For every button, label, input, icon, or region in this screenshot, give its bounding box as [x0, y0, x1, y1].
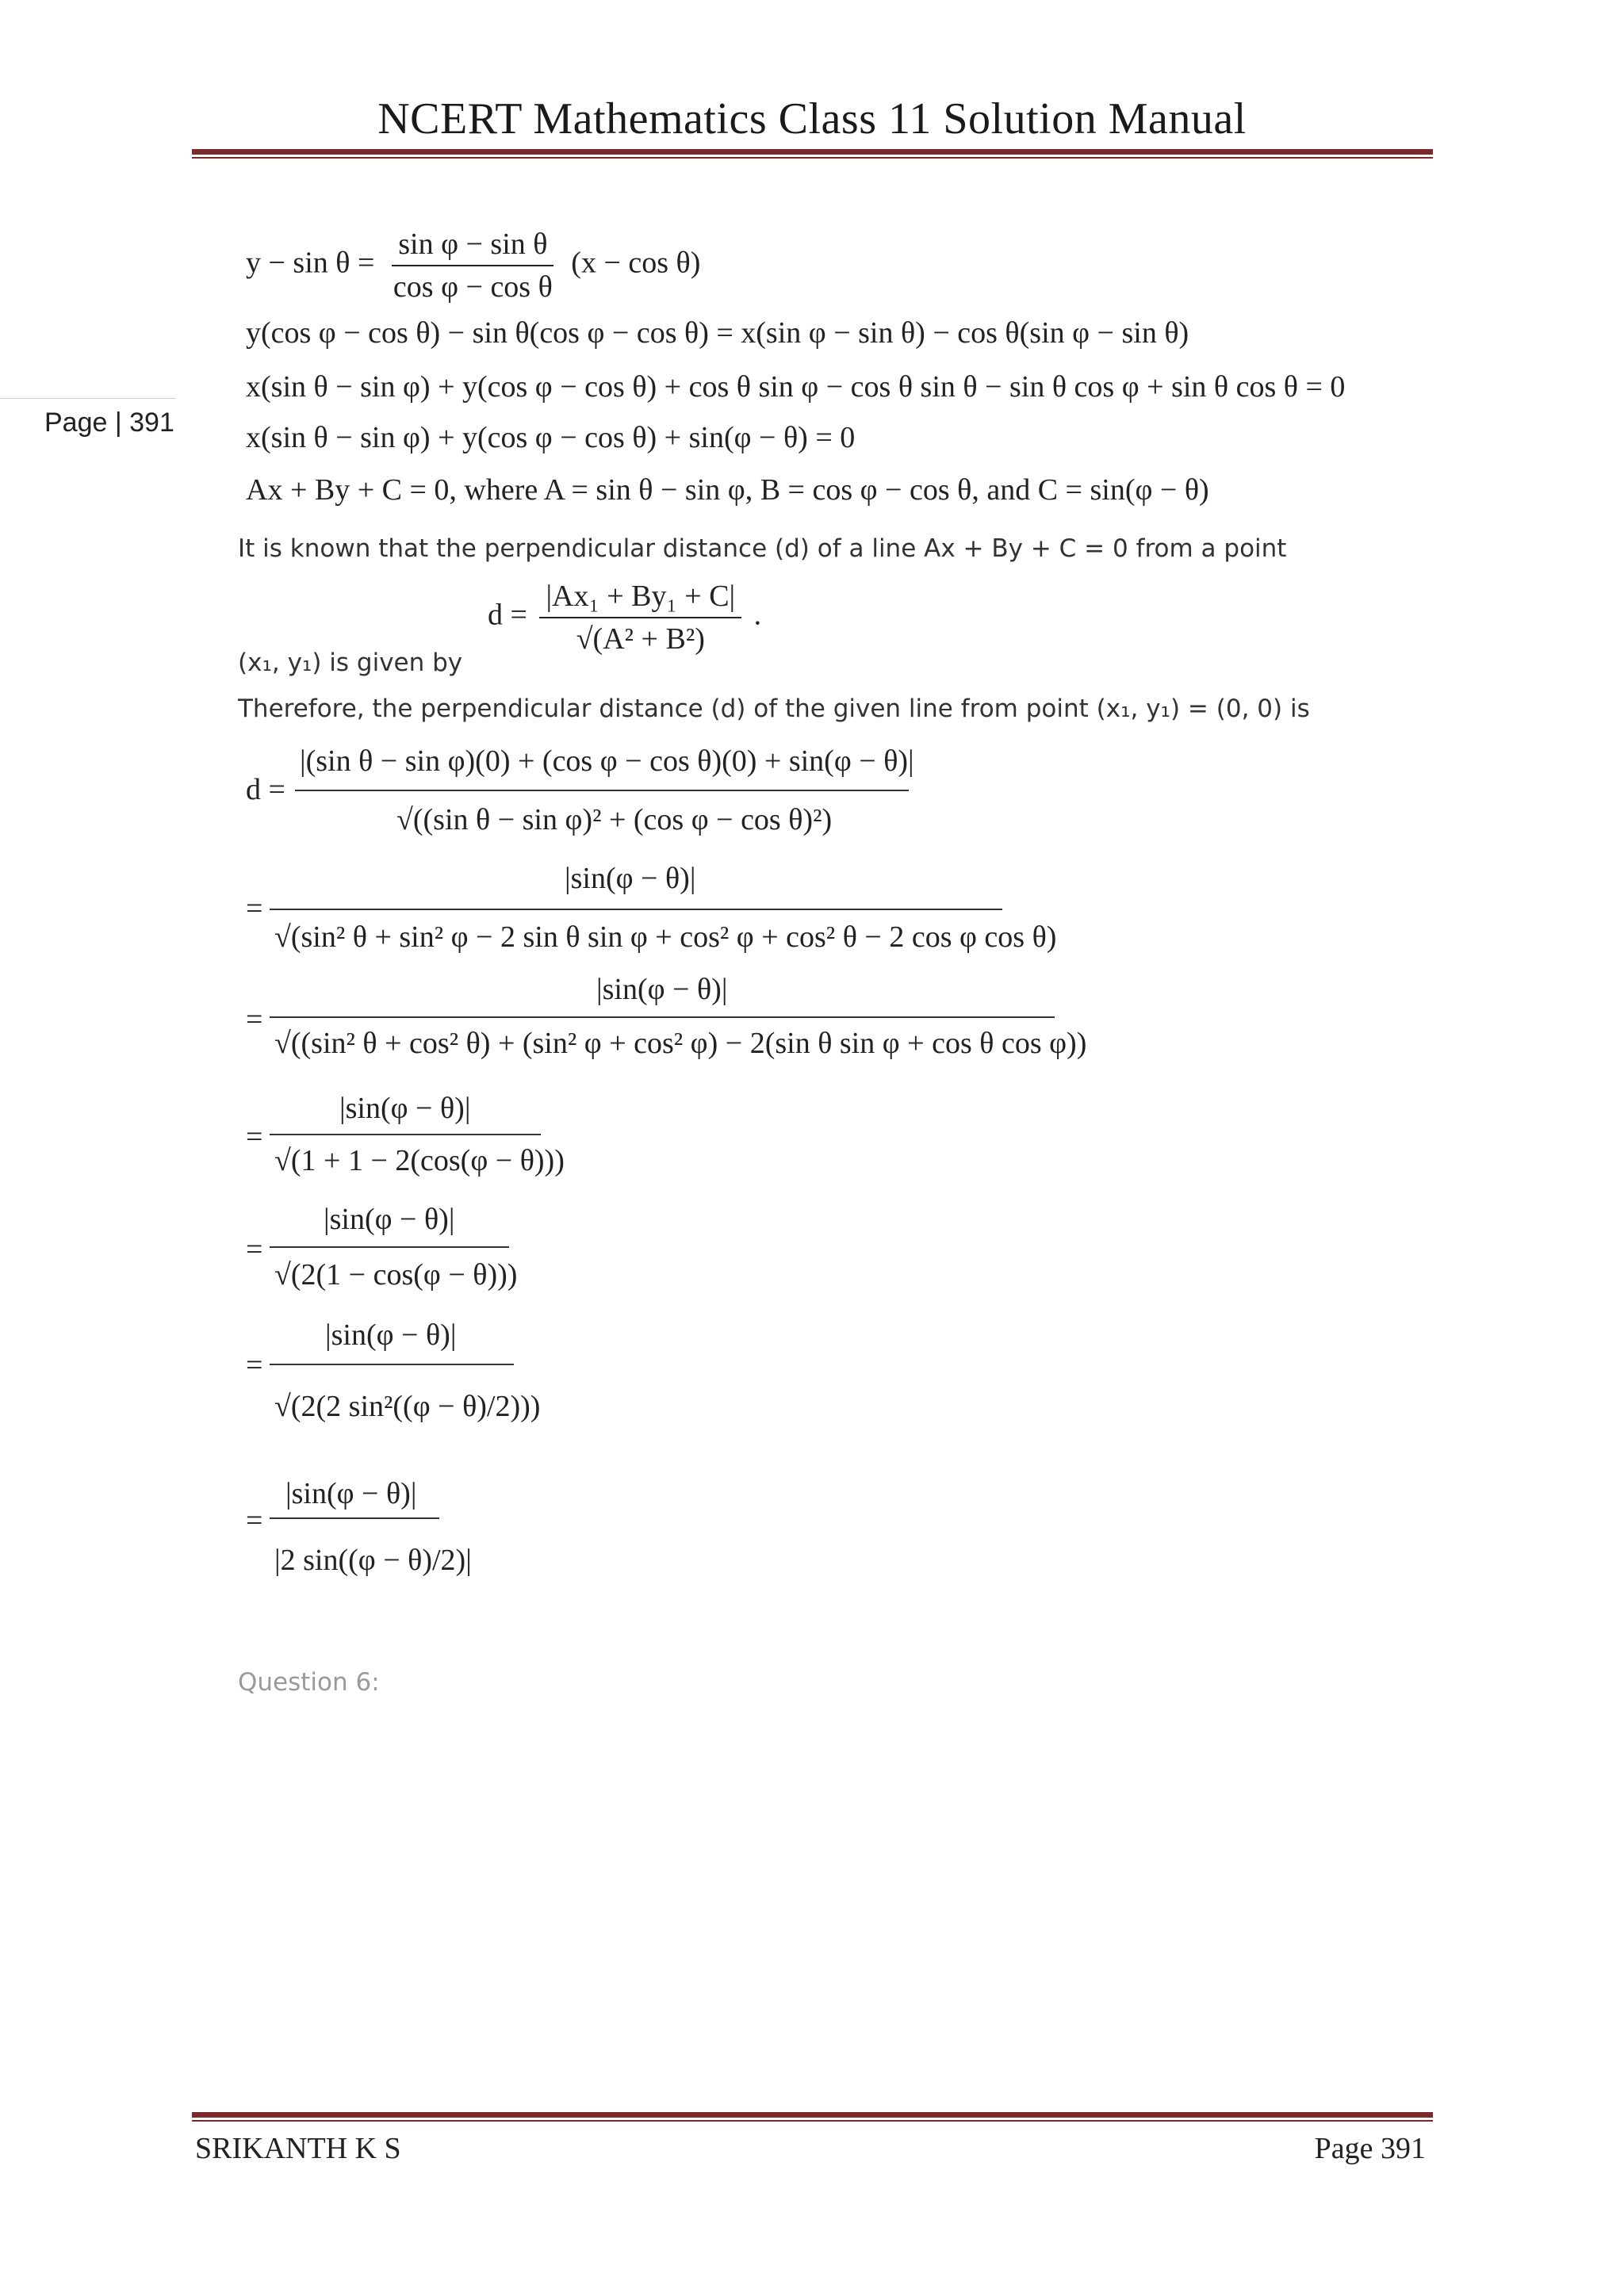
- distance-formula-fraction: [539, 579, 741, 656]
- distance-formula-lhs: d =: [488, 598, 527, 632]
- step-fraction-bar: [270, 1517, 439, 1519]
- step-lhs: =: [246, 1120, 263, 1154]
- equation-1-fraction: [387, 227, 559, 304]
- equation-1-denominator: cos φ − cos θ: [393, 270, 553, 304]
- header-rule-thick: [192, 149, 1433, 155]
- distance-formula-period: .: [753, 598, 762, 632]
- step-lhs: d =: [246, 773, 285, 806]
- distance-formula-numerator: |Ax₁ + By₁ + C|: [539, 579, 741, 618]
- step-numerator: |sin(φ − θ)|: [325, 1318, 457, 1352]
- step-denominator: √(2(2 sin²((φ − θ)/2))): [274, 1390, 541, 1423]
- step-fraction-bar: [270, 1134, 541, 1135]
- side-page-number: Page | 391: [44, 408, 174, 438]
- step-fraction-bar: [270, 1364, 514, 1365]
- prose-line-3: Therefore, the perpendicular distance (d) of the given line from point (x₁, y₁) = (0, 0) is: [238, 695, 1310, 723]
- step-fraction-bar: [270, 1016, 1055, 1018]
- equation-1-rhs: (x − cos θ): [571, 246, 701, 280]
- equation-5: Ax + By + C = 0, where A = sin θ − sin φ, B = cos φ − cos θ, and C = sin(φ − θ): [246, 473, 1209, 507]
- footer-rule-thick: [192, 2112, 1433, 2118]
- step-lhs: =: [246, 1349, 263, 1382]
- footer-author: SRIKANTH K S: [195, 2132, 401, 2165]
- distance-formula-denominator: √(A² + B²): [576, 622, 705, 656]
- equation-1-numerator: sin φ − sin θ: [392, 227, 553, 266]
- step-numerator: |sin(φ − θ)|: [324, 1203, 455, 1236]
- step-lhs: =: [246, 1504, 263, 1537]
- equation-3: x(sin θ − sin φ) + y(cos φ − cos θ) + cos θ sin φ − cos θ sin θ − sin θ cos φ + sin θ cos θ = 0: [246, 370, 1346, 404]
- step-denominator: √(2(1 − cos(φ − θ))): [274, 1258, 518, 1292]
- step-numerator: |sin(φ − θ)|: [285, 1477, 417, 1510]
- equation-2: y(cos φ − cos θ) − sin θ(cos φ − cos θ) = x(sin φ − sin θ) − cos θ(sin φ − sin θ): [246, 316, 1189, 350]
- step-numerator: |sin(φ − θ)|: [565, 862, 696, 895]
- distance-formula: [488, 579, 761, 656]
- step-numerator: |sin(φ − θ)|: [596, 973, 728, 1006]
- question-heading: Question 6:: [238, 1668, 380, 1697]
- step-fraction-bar: [270, 1246, 509, 1248]
- equation-1: [246, 227, 700, 304]
- footer-page-number: Page 391: [1314, 2132, 1426, 2165]
- step-denominator: √((sin θ − sin φ)² + (cos φ − cos θ)²): [396, 803, 833, 836]
- header-rule-thin: [192, 157, 1433, 159]
- equation-1-lhs: y − sin θ =: [246, 246, 375, 280]
- step-lhs: =: [246, 1233, 263, 1266]
- footer-rule-thin: [192, 2120, 1433, 2122]
- step-numerator: |sin(φ − θ)|: [339, 1092, 471, 1125]
- step-denominator: |2 sin((φ − θ)/2)|: [274, 1544, 472, 1577]
- step-fraction-bar: [270, 909, 1002, 910]
- prose-line-1: It is known that the perpendicular distance (d) of a line Ax + By + C = 0 from a point: [238, 534, 1287, 563]
- step-denominator: √(sin² θ + sin² φ − 2 sin θ sin φ + cos² φ + cos² θ − 2 cos φ cos θ): [274, 920, 1057, 954]
- equation-4: x(sin θ − sin φ) + y(cos φ − cos θ) + sin(φ − θ) = 0: [246, 421, 856, 454]
- step-denominator: √(1 + 1 − 2(cos(φ − θ))): [274, 1144, 565, 1177]
- step-lhs: =: [246, 1003, 263, 1036]
- step-numerator: |(sin θ − sin φ)(0) + (cos φ − cos θ)(0) + sin(φ − θ)|: [300, 744, 914, 778]
- side-divider: [0, 398, 176, 399]
- page-title: NCERT Mathematics Class 11 Solution Manual: [377, 94, 1247, 144]
- step-fraction-bar: [295, 790, 909, 791]
- step-lhs: =: [246, 892, 263, 925]
- prose-line-2: (x₁, y₁) is given by: [238, 649, 463, 677]
- step-denominator: √((sin² θ + cos² θ) + (sin² φ + cos² φ) − 2(sin θ sin φ + cos θ cos φ)): [274, 1027, 1087, 1060]
